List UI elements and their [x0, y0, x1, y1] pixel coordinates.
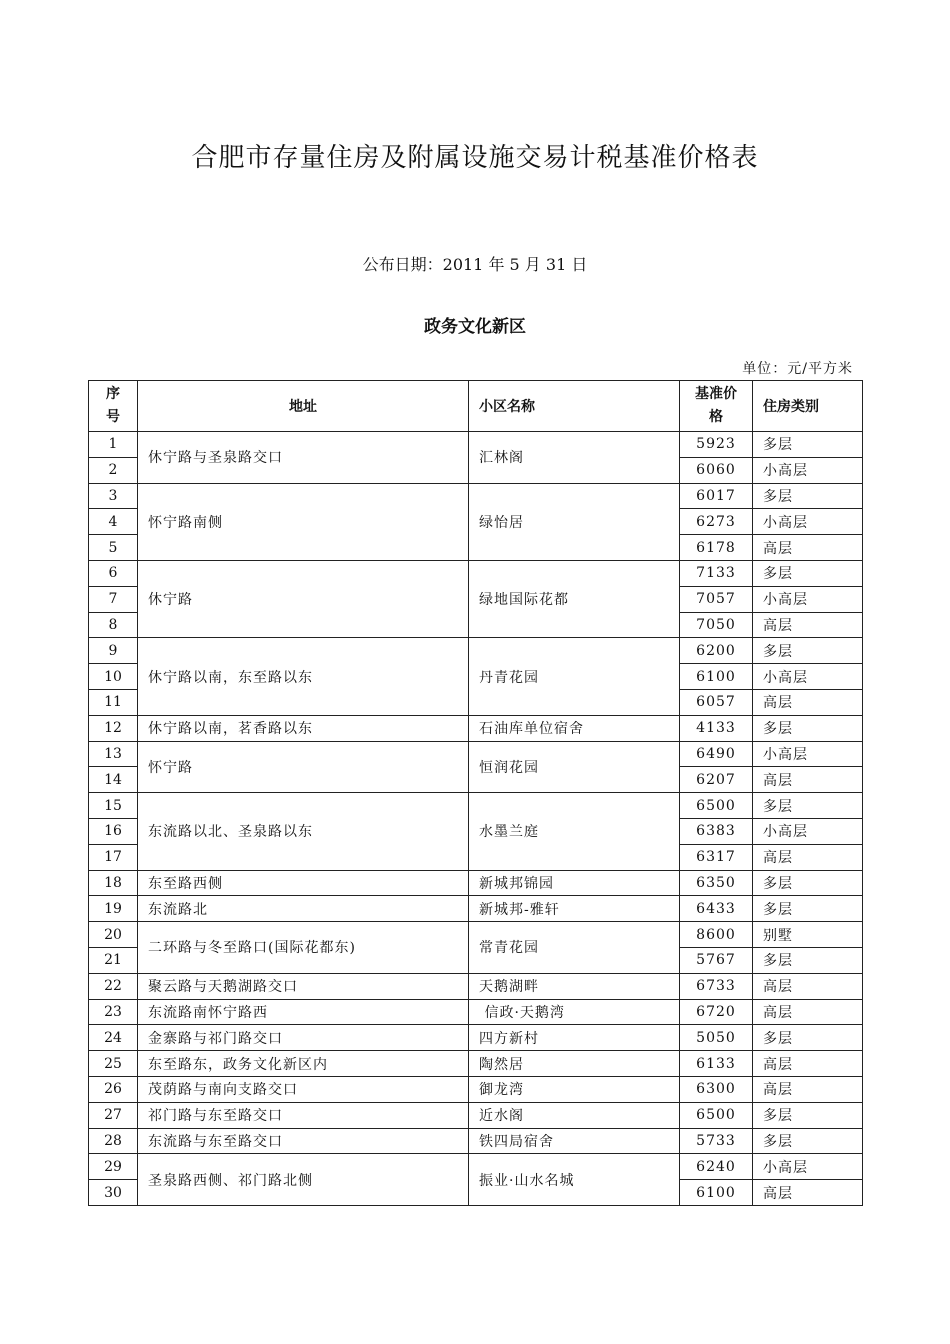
- row-address: 东流路与东至路交口: [138, 1128, 469, 1154]
- row-type: 多层: [753, 1025, 863, 1051]
- row-number: 24: [89, 1025, 138, 1051]
- table-header-row: [89, 381, 863, 432]
- row-number: 15: [89, 793, 138, 819]
- row-type: 高层: [753, 535, 863, 561]
- row-type: 小高层: [753, 457, 863, 483]
- row-price: 6240: [680, 1154, 753, 1180]
- row-price: 6017: [680, 483, 753, 509]
- row-number: 22: [89, 973, 138, 999]
- row-community: 绿地国际花都: [469, 560, 680, 637]
- row-price: 6383: [680, 818, 753, 844]
- row-address: 金寨路与祁门路交口: [138, 1025, 469, 1051]
- row-number: 13: [89, 741, 138, 767]
- row-type: 高层: [753, 844, 863, 870]
- district-heading: 政务文化新区: [424, 317, 526, 337]
- row-address: 休宁路以南，东至路以东: [138, 638, 469, 715]
- row-type: 多层: [753, 638, 863, 664]
- row-type: 多层: [753, 947, 863, 973]
- row-price: 5050: [680, 1025, 753, 1051]
- row-type: 高层: [753, 999, 863, 1025]
- row-address: 怀宁路: [138, 741, 469, 793]
- row-price: 6057: [680, 689, 753, 715]
- row-type: 高层: [753, 1180, 863, 1206]
- row-type: 多层: [753, 715, 863, 741]
- row-type: 多层: [753, 793, 863, 819]
- row-address: 休宁路: [138, 560, 469, 637]
- table-row: [89, 922, 863, 948]
- publish-date: 公布日期：2011 年 5 月 31 日: [362, 255, 588, 274]
- table-row: [89, 793, 863, 819]
- row-number: 23: [89, 999, 138, 1025]
- table-row: [89, 870, 863, 896]
- header-community: 小区名称: [469, 381, 680, 432]
- header-price-line1: 基准价: [695, 386, 737, 402]
- row-price: 4133: [680, 715, 753, 741]
- row-community: 汇林阁: [469, 432, 680, 484]
- row-community: 铁四局宿舍: [469, 1128, 680, 1154]
- row-number: 3: [89, 483, 138, 509]
- row-type: 多层: [753, 896, 863, 922]
- row-number: 26: [89, 1076, 138, 1102]
- row-type: 高层: [753, 689, 863, 715]
- row-price: 6100: [680, 664, 753, 690]
- row-number: 18: [89, 870, 138, 896]
- table-row: [89, 483, 863, 509]
- header-seq: [89, 381, 138, 432]
- table-row: [89, 715, 863, 741]
- row-type: 高层: [753, 767, 863, 793]
- row-community: 新城邦-雅轩: [469, 896, 680, 922]
- header-seq-line1: 序: [106, 386, 120, 402]
- row-address: 东至路东，政务文化新区内: [138, 1051, 469, 1077]
- table-row: [89, 1154, 863, 1180]
- row-price: 6200: [680, 638, 753, 664]
- row-type: 多层: [753, 870, 863, 896]
- row-community: 新城邦锦园: [469, 870, 680, 896]
- row-number: 29: [89, 1154, 138, 1180]
- row-price: 6178: [680, 535, 753, 561]
- row-price: 6500: [680, 1102, 753, 1128]
- row-number: 25: [89, 1051, 138, 1077]
- row-price: 6500: [680, 793, 753, 819]
- row-address: 祁门路与东至路交口: [138, 1102, 469, 1128]
- row-number: 4: [89, 509, 138, 535]
- row-number: 1: [89, 432, 138, 458]
- row-number: 27: [89, 1102, 138, 1128]
- table-row: [89, 560, 863, 586]
- row-number: 16: [89, 818, 138, 844]
- row-number: 5: [89, 535, 138, 561]
- row-price: 6060: [680, 457, 753, 483]
- row-price: 8600: [680, 922, 753, 948]
- row-type: 多层: [753, 560, 863, 586]
- row-community: 信政·天鹅湾: [469, 999, 680, 1025]
- row-type: 高层: [753, 973, 863, 999]
- row-price: 6273: [680, 509, 753, 535]
- table-row: [89, 1076, 863, 1102]
- row-price: 5923: [680, 432, 753, 458]
- row-number: 11: [89, 689, 138, 715]
- row-number: 7: [89, 586, 138, 612]
- row-number: 17: [89, 844, 138, 870]
- row-number: 8: [89, 612, 138, 638]
- table-row: [89, 638, 863, 664]
- row-address: 茂荫路与南向支路交口: [138, 1076, 469, 1102]
- row-price: 5733: [680, 1128, 753, 1154]
- row-price: 6433: [680, 896, 753, 922]
- row-type: 高层: [753, 1051, 863, 1077]
- row-community: 石油库单位宿舍: [469, 715, 680, 741]
- row-type: 多层: [753, 483, 863, 509]
- row-community: 恒润花园: [469, 741, 680, 793]
- row-community: 御龙湾: [469, 1076, 680, 1102]
- row-community: 丹青花园: [469, 638, 680, 715]
- row-address: 休宁路以南，茗香路以东: [138, 715, 469, 741]
- row-type: 小高层: [753, 818, 863, 844]
- table-row: [89, 1102, 863, 1128]
- unit-label: 单位：元/平方米: [742, 361, 853, 377]
- row-community: 绿怡居: [469, 483, 680, 560]
- row-type: 别墅: [753, 922, 863, 948]
- row-price: 6350: [680, 870, 753, 896]
- row-type: 小高层: [753, 586, 863, 612]
- row-community: 常青花园: [469, 922, 680, 974]
- row-number: 2: [89, 457, 138, 483]
- row-number: 10: [89, 664, 138, 690]
- table-row: [89, 432, 863, 458]
- row-price: 6733: [680, 973, 753, 999]
- row-price: 6490: [680, 741, 753, 767]
- table-row: [89, 973, 863, 999]
- row-address: 东流路北: [138, 896, 469, 922]
- row-price: 7057: [680, 586, 753, 612]
- row-price: 6300: [680, 1076, 753, 1102]
- header-price: [680, 381, 753, 432]
- row-number: 6: [89, 560, 138, 586]
- row-price: 7050: [680, 612, 753, 638]
- row-price: 6720: [680, 999, 753, 1025]
- header-address: 地址: [138, 381, 469, 432]
- header-price-line2: 格: [709, 409, 723, 425]
- table-row: [89, 896, 863, 922]
- table-row: [89, 1051, 863, 1077]
- row-address: 二环路与冬至路口(国际花都东): [138, 922, 469, 974]
- row-number: 28: [89, 1128, 138, 1154]
- row-address: 休宁路与圣泉路交口: [138, 432, 469, 484]
- row-price: 5767: [680, 947, 753, 973]
- row-address: 东至路西侧: [138, 870, 469, 896]
- row-number: 20: [89, 922, 138, 948]
- row-type: 高层: [753, 1076, 863, 1102]
- table-row: [89, 999, 863, 1025]
- row-price: 6207: [680, 767, 753, 793]
- row-community: 水墨兰庭: [469, 793, 680, 870]
- row-community: 近水阁: [469, 1102, 680, 1128]
- price-table: [88, 380, 863, 1206]
- row-community: 陶然居: [469, 1051, 680, 1077]
- header-seq-line2: 号: [106, 409, 120, 425]
- row-type: 小高层: [753, 509, 863, 535]
- row-address: 东流路南怀宁路西: [138, 999, 469, 1025]
- table-row: [89, 741, 863, 767]
- row-community: 振业·山水名城: [469, 1154, 680, 1206]
- row-number: 12: [89, 715, 138, 741]
- row-community: 四方新村: [469, 1025, 680, 1051]
- row-address: 东流路以北、圣泉路以东: [138, 793, 469, 870]
- row-price: 6100: [680, 1180, 753, 1206]
- row-address: 圣泉路西侧、祁门路北侧: [138, 1154, 469, 1206]
- row-type: 多层: [753, 432, 863, 458]
- row-number: 21: [89, 947, 138, 973]
- row-type: 多层: [753, 1102, 863, 1128]
- row-address: 聚云路与天鹅湖路交口: [138, 973, 469, 999]
- row-number: 19: [89, 896, 138, 922]
- table-row: [89, 1128, 863, 1154]
- row-number: 14: [89, 767, 138, 793]
- page-title: 合肥市存量住房及附属设施交易计税基准价格表: [191, 143, 759, 173]
- header-type: 住房类别: [753, 381, 863, 432]
- row-price: 6317: [680, 844, 753, 870]
- table-row: [89, 1025, 863, 1051]
- row-price: 6133: [680, 1051, 753, 1077]
- row-community: 天鹅湖畔: [469, 973, 680, 999]
- row-number: 30: [89, 1180, 138, 1206]
- row-number: 9: [89, 638, 138, 664]
- row-type: 小高层: [753, 1154, 863, 1180]
- row-type: 小高层: [753, 741, 863, 767]
- row-address: 怀宁路南侧: [138, 483, 469, 560]
- row-price: 7133: [680, 560, 753, 586]
- row-type: 高层: [753, 612, 863, 638]
- row-type: 小高层: [753, 664, 863, 690]
- row-type: 多层: [753, 1128, 863, 1154]
